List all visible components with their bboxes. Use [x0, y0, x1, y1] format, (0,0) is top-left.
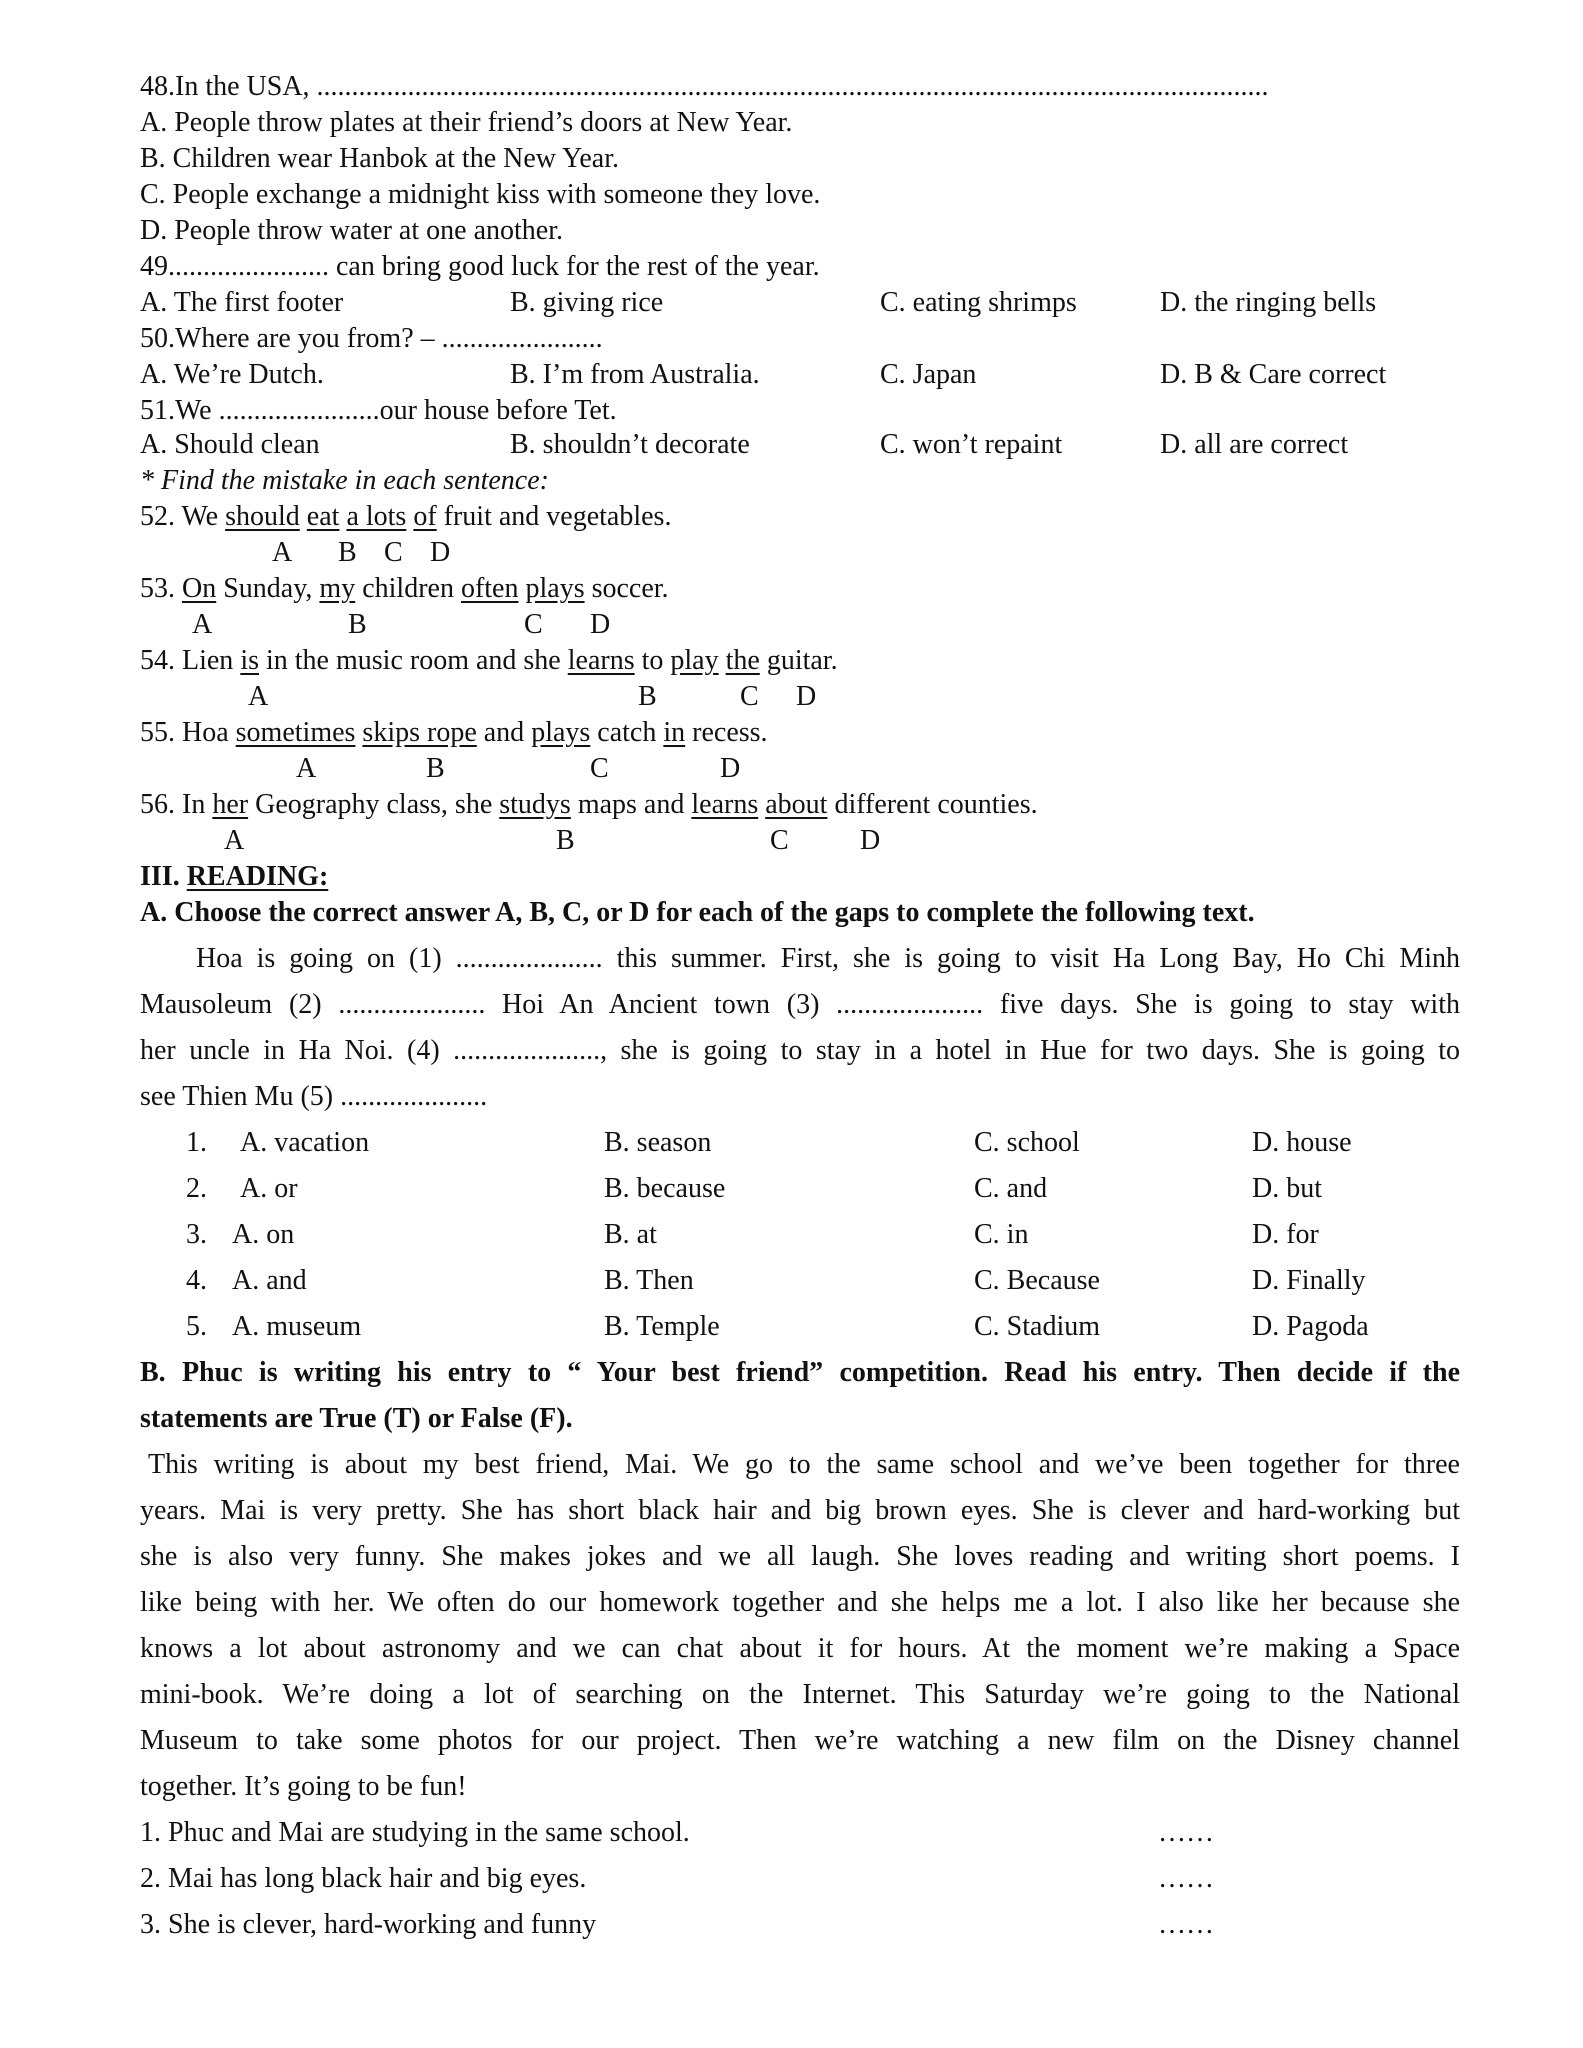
q48-option-b: B. Children wear Hanbok at the New Year. — [140, 143, 620, 174]
q52-letter-d: D — [430, 537, 451, 568]
tf-statement-3: 3. She is clever, hard-working and funny — [140, 1909, 597, 1940]
gap-option-a: A. vacation — [240, 1127, 370, 1158]
q52-text: 52. We — [140, 501, 226, 532]
q48-option-a: A. People throw plates at their friend’s doors at New Year. — [140, 107, 793, 138]
gap-option-a: A. and — [232, 1265, 307, 1296]
q54-underline-d: the — [725, 645, 760, 676]
part-a-title: A. Choose the correct answer A, B, C, or D for each of the gaps to complete the following text. — [140, 897, 1255, 928]
part-b-passage-line-8: together. It’s going to be fun! — [140, 1771, 467, 1802]
q52-sentence — [140, 500, 671, 534]
q51-option-b: B. shouldn’t decorate — [510, 429, 750, 460]
gap-option-c: C. in — [974, 1219, 1029, 1250]
q56-letter-b: B — [556, 825, 575, 856]
part-a-passage-line-3: her uncle in Ha Noi. (4) ....................., she is going to stay in a hotel in Hue for two days. She is going to — [140, 1035, 1460, 1066]
q56-underline-a: her — [212, 789, 249, 820]
q51-stem: 51.We .......................our house before Tet. — [140, 395, 617, 426]
gap-option-c: C. Because — [974, 1265, 1100, 1296]
q55-sentence — [140, 716, 768, 750]
q52-text — [300, 501, 307, 532]
q53-text: soccer. — [584, 573, 669, 604]
gap-option-b: B. season — [604, 1127, 712, 1158]
q48-stem: 48.In the USA, ........................................................................................................................................ — [140, 71, 1269, 102]
find-mistake-heading: * Find the mistake in each sentence: — [140, 465, 549, 496]
q53-underline-c: often — [460, 573, 519, 604]
part-b-passage-line-6: mini-book. We’re doing a lot of searching on the Internet. This Saturday we’re going to the National — [140, 1679, 1460, 1710]
gap-option-b: B. Temple — [604, 1311, 720, 1342]
q56-letter-a: A — [224, 825, 245, 856]
q50-option-b: B. I’m from Australia. — [510, 359, 760, 390]
q51-option-a: A. Should clean — [140, 429, 320, 460]
tf-statement-2: 2. Mai has long black hair and big eyes. — [140, 1863, 587, 1894]
q54-letter-c: C — [740, 681, 759, 712]
part-a-passage-line-2: Mausoleum (2) ..................... Hoi An Ancient town (3) ..................... five days. She is going to stay with — [140, 989, 1460, 1020]
reading-heading-text: READING: — [186, 861, 329, 892]
q52-letter-c: C — [384, 537, 403, 568]
q49-stem: 49....................... can bring good luck for the rest of the year. — [140, 251, 820, 282]
q50-stem: 50.Where are you from? – ....................... — [140, 323, 603, 354]
q54-sentence — [140, 644, 838, 678]
gap-option-a: A. museum — [232, 1311, 362, 1342]
q54-underline-a: is — [240, 645, 259, 676]
q49-option-d: D. the ringing bells — [1160, 287, 1377, 318]
q56-text: 56. In — [140, 789, 213, 820]
q55-underline-d: in — [663, 717, 686, 748]
q54-letter-d: D — [796, 681, 817, 712]
gap-number: 1. — [186, 1127, 207, 1158]
q49-option-c: C. eating shrimps — [880, 287, 1077, 318]
q53-underline-d: plays — [525, 573, 585, 604]
q51-option-c: C. won’t repaint — [880, 429, 1063, 460]
part-b-passage-line-7: Museum to take some photos for our project. Then we’re watching a new film on the Disney channel — [140, 1725, 1460, 1756]
q48-option-d: D. People throw water at one another. — [140, 215, 563, 246]
gap-number: 3. — [186, 1219, 207, 1250]
q51-option-d: D. all are correct — [1160, 429, 1349, 460]
q52-underline-c: a lots — [346, 501, 407, 532]
q55-letter-d: D — [720, 753, 741, 784]
q49-option-a: A. The first footer — [140, 287, 344, 318]
q54-underline-c: play — [670, 645, 719, 676]
q56-text: maps and — [570, 789, 692, 820]
q56-underline-c: learns — [691, 789, 759, 820]
q54-text — [719, 645, 726, 676]
q55-text: catch — [590, 717, 664, 748]
q56-text: different counties. — [827, 789, 1038, 820]
q52-underline-b: eat — [306, 501, 340, 532]
q48-option-c: C. People exchange a midnight kiss with someone they love. — [140, 179, 821, 210]
q53-letter-d: D — [590, 609, 611, 640]
gap-option-d: D. house — [1252, 1127, 1352, 1158]
q55-text: 55. Hoa — [140, 717, 236, 748]
gap-option-b: B. Then — [604, 1265, 694, 1296]
gap-option-d: D. for — [1252, 1219, 1319, 1250]
q55-letter-b: B — [426, 753, 445, 784]
q56-letter-d: D — [860, 825, 881, 856]
q54-text: in the music room and she — [259, 645, 568, 676]
q52-text: fruit and vegetables. — [436, 501, 672, 532]
q50-option-d: D. B & Care correct — [1160, 359, 1387, 390]
q54-text: guitar. — [759, 645, 838, 676]
gap-option-d: D. Finally — [1252, 1265, 1366, 1296]
part-a-passage-line-1: Hoa is going on (1) ..................... this summer. First, she is going to visit Ha Long Bay, Ho Chi Minh — [196, 943, 1460, 974]
q55-letter-c: C — [590, 753, 609, 784]
q55-underline-b: skips rope — [362, 717, 477, 748]
q55-text: recess. — [685, 717, 768, 748]
q54-letter-a: A — [248, 681, 269, 712]
part-b-passage-line-4: like being with her. We often do our homework together and she helps me a lot. I also like her because she — [140, 1587, 1460, 1618]
q50-option-a: A. We’re Dutch. — [140, 359, 324, 390]
q55-underline-a: sometimes — [235, 717, 356, 748]
q53-letter-b: B — [348, 609, 367, 640]
q55-text: and — [476, 717, 532, 748]
gap-option-d: D. Pagoda — [1252, 1311, 1369, 1342]
reading-heading — [140, 860, 328, 894]
gap-option-a: A. or — [240, 1173, 298, 1204]
q53-text: Sunday, — [216, 573, 320, 604]
gap-number: 2. — [186, 1173, 207, 1204]
part-b-passage-line-1: This writing is about my best friend, Mai. We go to the same school and we’ve been together for three — [148, 1449, 1460, 1480]
part-b-passage-line-3: she is also very funny. She makes jokes and we all laugh. She loves reading and writing short poems. I — [140, 1541, 1460, 1572]
q55-underline-c: plays — [531, 717, 591, 748]
q52-letter-a: A — [272, 537, 293, 568]
gap-option-c: C. Stadium — [974, 1311, 1101, 1342]
tf-answer-blank-3[interactable]: …… — [1158, 1909, 1214, 1940]
q53-text: 53. — [140, 573, 182, 604]
q56-text: Geography class, she — [248, 789, 500, 820]
gap-option-b: B. at — [604, 1219, 657, 1250]
q52-underline-a: should — [225, 501, 300, 532]
gap-option-b: B. because — [604, 1173, 726, 1204]
gap-option-a: A. on — [232, 1219, 295, 1250]
tf-statement-1: 1. Phuc and Mai are studying in the same school. — [140, 1817, 690, 1848]
q56-sentence — [140, 788, 1038, 822]
q52-underline-d: of — [413, 501, 437, 532]
q53-sentence — [140, 572, 669, 606]
part-b-passage-line-5: knows a lot about astronomy and we can chat about it for hours. At the moment we’re making a Space — [140, 1633, 1460, 1664]
q56-underline-d: about — [765, 789, 828, 820]
tf-answer-blank-2[interactable]: …… — [1158, 1863, 1214, 1894]
q56-underline-b: studys — [499, 789, 571, 820]
gap-option-c: C. school — [974, 1127, 1080, 1158]
q53-underline-b: my — [319, 573, 356, 604]
gap-number: 4. — [186, 1265, 207, 1296]
part-b-title-line-2: statements are True (T) or False (F). — [140, 1403, 573, 1434]
part-b-passage-line-2: years. Mai is very pretty. She has short black hair and big brown eyes. She is clever and hard-working but — [140, 1495, 1460, 1526]
q53-text: children — [355, 573, 461, 604]
part-a-passage-line-4: see Thien Mu (5) ..................... — [140, 1081, 488, 1112]
q54-text: to — [634, 645, 671, 676]
q55-letter-a: A — [296, 753, 317, 784]
q54-text: 54. Lien — [140, 645, 241, 676]
q54-underline-b: learns — [567, 645, 635, 676]
gap-number: 5. — [186, 1311, 207, 1342]
q52-letter-b: B — [338, 537, 357, 568]
q50-option-c: C. Japan — [880, 359, 977, 390]
q53-underline-a: On — [182, 573, 217, 604]
gap-option-d: D. but — [1252, 1173, 1322, 1204]
reading-heading-number: III. — [140, 861, 187, 892]
part-b-title-line-1: B. Phuc is writing his entry to “ Your best friend” competition. Read his entry. Then decide if the — [140, 1357, 1460, 1388]
q53-letter-a: A — [192, 609, 213, 640]
q56-letter-c: C — [770, 825, 789, 856]
q49-option-b: B. giving rice — [510, 287, 664, 318]
q54-letter-b: B — [638, 681, 657, 712]
q53-letter-c: C — [524, 609, 543, 640]
gap-option-c: C. and — [974, 1173, 1048, 1204]
tf-answer-blank-1[interactable]: …… — [1158, 1817, 1214, 1848]
